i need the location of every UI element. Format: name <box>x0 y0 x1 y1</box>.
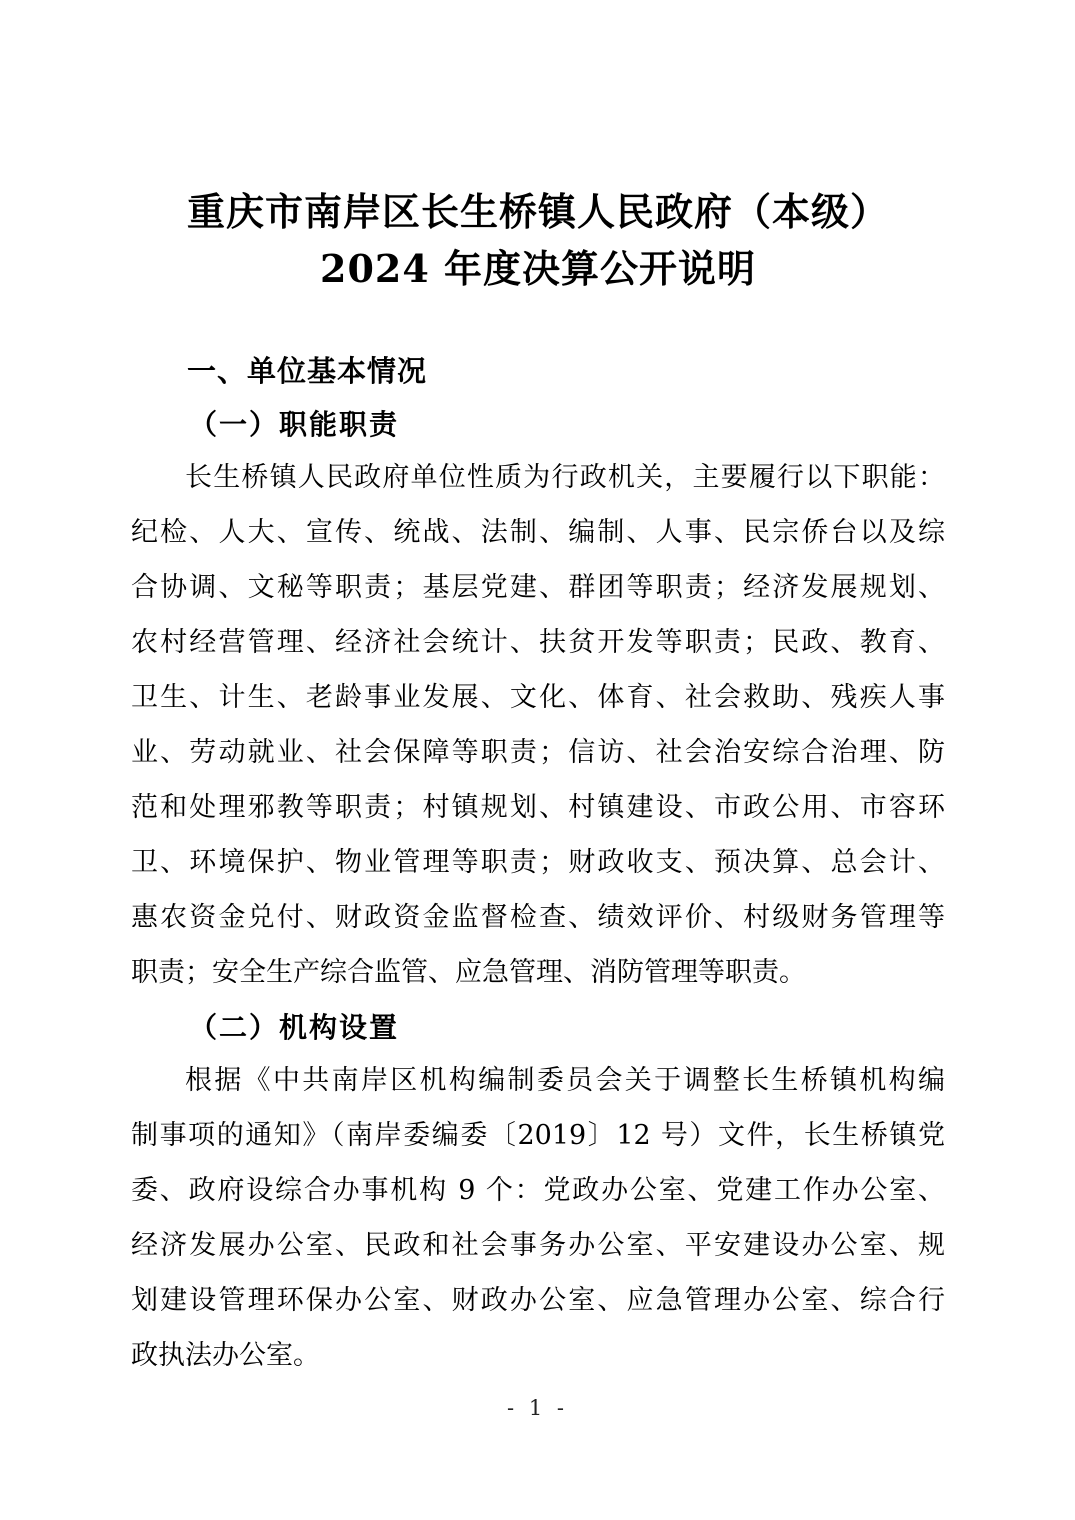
paragraph-line: 经济发展办公室、民政和社会事务办公室、平安建设办公室、规 <box>131 1230 945 1261</box>
paragraph-line: 划建设管理环保办公室、财政办公室、应急管理办公室、综合行 <box>131 1285 945 1316</box>
subsection-heading-organization: （二）机构设置 <box>189 1011 400 1044</box>
paragraph-line: 政执法办公室。 <box>131 1340 320 1371</box>
paragraph-line: 农村经营管理、经济社会统计、扶贫开发等职责；民政、教育、 <box>131 627 945 658</box>
document-title-line-1: 重庆市南岸区长生桥镇人民政府（本级） <box>186 189 889 234</box>
paragraph-line: 卫生、计生、老龄事业发展、文化、体育、社会救助、残疾人事 <box>131 682 945 713</box>
page-number: - 1 - <box>507 1396 568 1420</box>
paragraph-line: 合协调、文秘等职责；基层党建、群团等职责；经济发展规划、 <box>131 572 945 603</box>
paragraph-line: 委、政府设综合办事机构 9 个：党政办公室、党建工作办公室、 <box>131 1175 945 1206</box>
paragraph-line: 长生桥镇人民政府单位性质为行政机关，主要履行以下职能： <box>185 462 945 493</box>
paragraph-line: 业、劳动就业、社会保障等职责；信访、社会治安综合治理、防 <box>131 737 945 768</box>
paragraph-line: 惠农资金兑付、财政资金监督检查、绩效评价、村级财务管理等 <box>131 902 945 933</box>
paragraph-line: 根据《中共南岸区机构编制委员会关于调整长生桥镇机构编 <box>185 1065 945 1096</box>
paragraph-line: 纪检、人大、宣传、统战、法制、编制、人事、民宗侨台以及综 <box>131 517 945 548</box>
paragraph-line: 制事项的通知》（南岸委编委〔2019〕12 号）文件，长生桥镇党 <box>131 1120 945 1151</box>
paragraph-line: 范和处理邪教等职责；村镇规划、村镇建设、市政公用、市容环 <box>131 792 945 823</box>
section-heading-basic-info: 一、单位基本情况 <box>187 356 428 388</box>
subsection-heading-duties: （一）职能职责 <box>189 408 400 441</box>
document-title-line-2: 2024 年度决算公开说明 <box>320 246 756 291</box>
document-title <box>131 183 945 297</box>
paragraph-duties <box>131 450 945 1000</box>
paragraph-line: 卫、环境保护、物业管理等职责；财政收支、预决算、总会计、 <box>131 847 945 878</box>
paragraph-organization <box>131 1053 945 1383</box>
paragraph-line: 职责；安全生产综合监管、应急管理、消防管理等职责。 <box>131 957 806 988</box>
